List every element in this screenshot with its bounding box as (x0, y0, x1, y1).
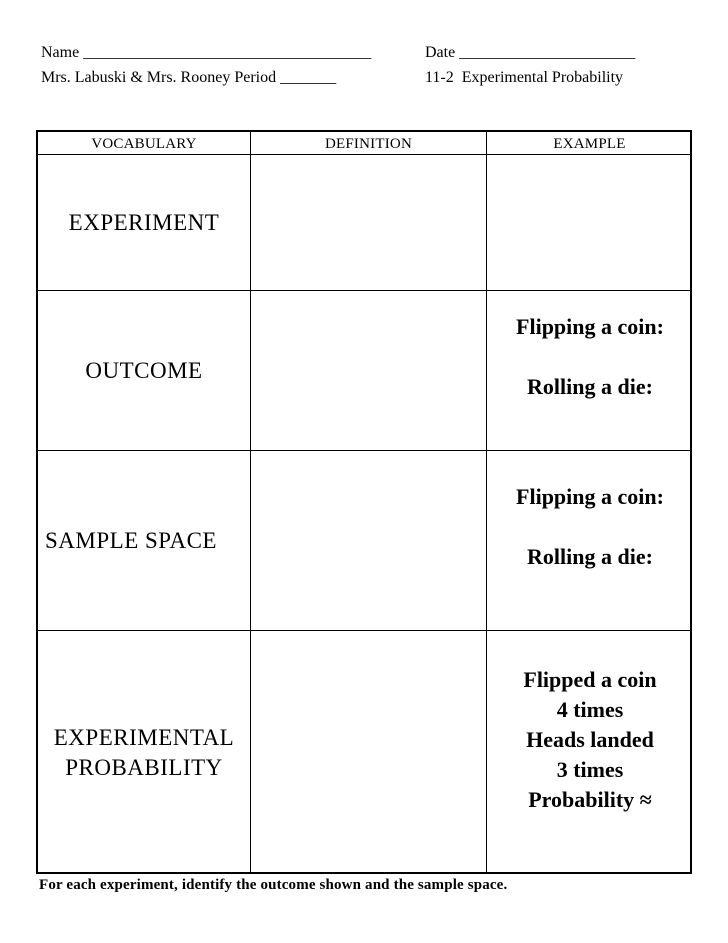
example-probability-line-4: 3 times (556, 757, 624, 782)
column-header-example: EXAMPLE (553, 136, 626, 152)
term-text: SAMPLE SPACE (45, 527, 217, 553)
vocab-term-experiment (38, 155, 250, 290)
column-divider (486, 132, 487, 872)
vocabulary-table (36, 130, 692, 874)
name-field-line[interactable]: Name ____________________________________ (41, 44, 372, 61)
vocab-term-sample-space (38, 451, 250, 630)
column-divider (250, 132, 251, 872)
date-field-line[interactable]: Date ______________________ (425, 44, 636, 61)
vocab-term-outcome (38, 291, 250, 450)
vocab-term-experimental-probability (38, 631, 250, 874)
example-sample-space-coin: Flipping a coin: (516, 484, 664, 509)
lesson-title: 11-2 Experimental Probability (425, 69, 624, 86)
term-text-line-1: EXPERIMENTAL (53, 724, 235, 750)
example-probability-line-3: Heads landed (526, 727, 654, 752)
example-outcome-coin: Flipping a coin: (516, 314, 664, 339)
column-header-vocabulary: VOCABULARY (91, 136, 197, 152)
teacher-period-line[interactable]: Mrs. Labuski & Mrs. Rooney Period _______ (41, 69, 337, 86)
example-probability-line-5: Probability ≈ (528, 787, 652, 812)
example-outcome-die: Rolling a die: (527, 374, 653, 399)
example-probability-line-1: Flipped a coin (523, 667, 657, 692)
term-text-line-2: PROBABILITY (65, 754, 223, 780)
term-text: EXPERIMENT (68, 209, 220, 235)
example-sample-space-die: Rolling a die: (527, 544, 653, 569)
example-probability-line-2: 4 times (556, 697, 624, 722)
column-header-definition: DEFINITION (325, 136, 412, 152)
instruction-text: For each experiment, identify the outcome shown and the sample space. (39, 877, 508, 893)
term-text: OUTCOME (85, 357, 203, 383)
